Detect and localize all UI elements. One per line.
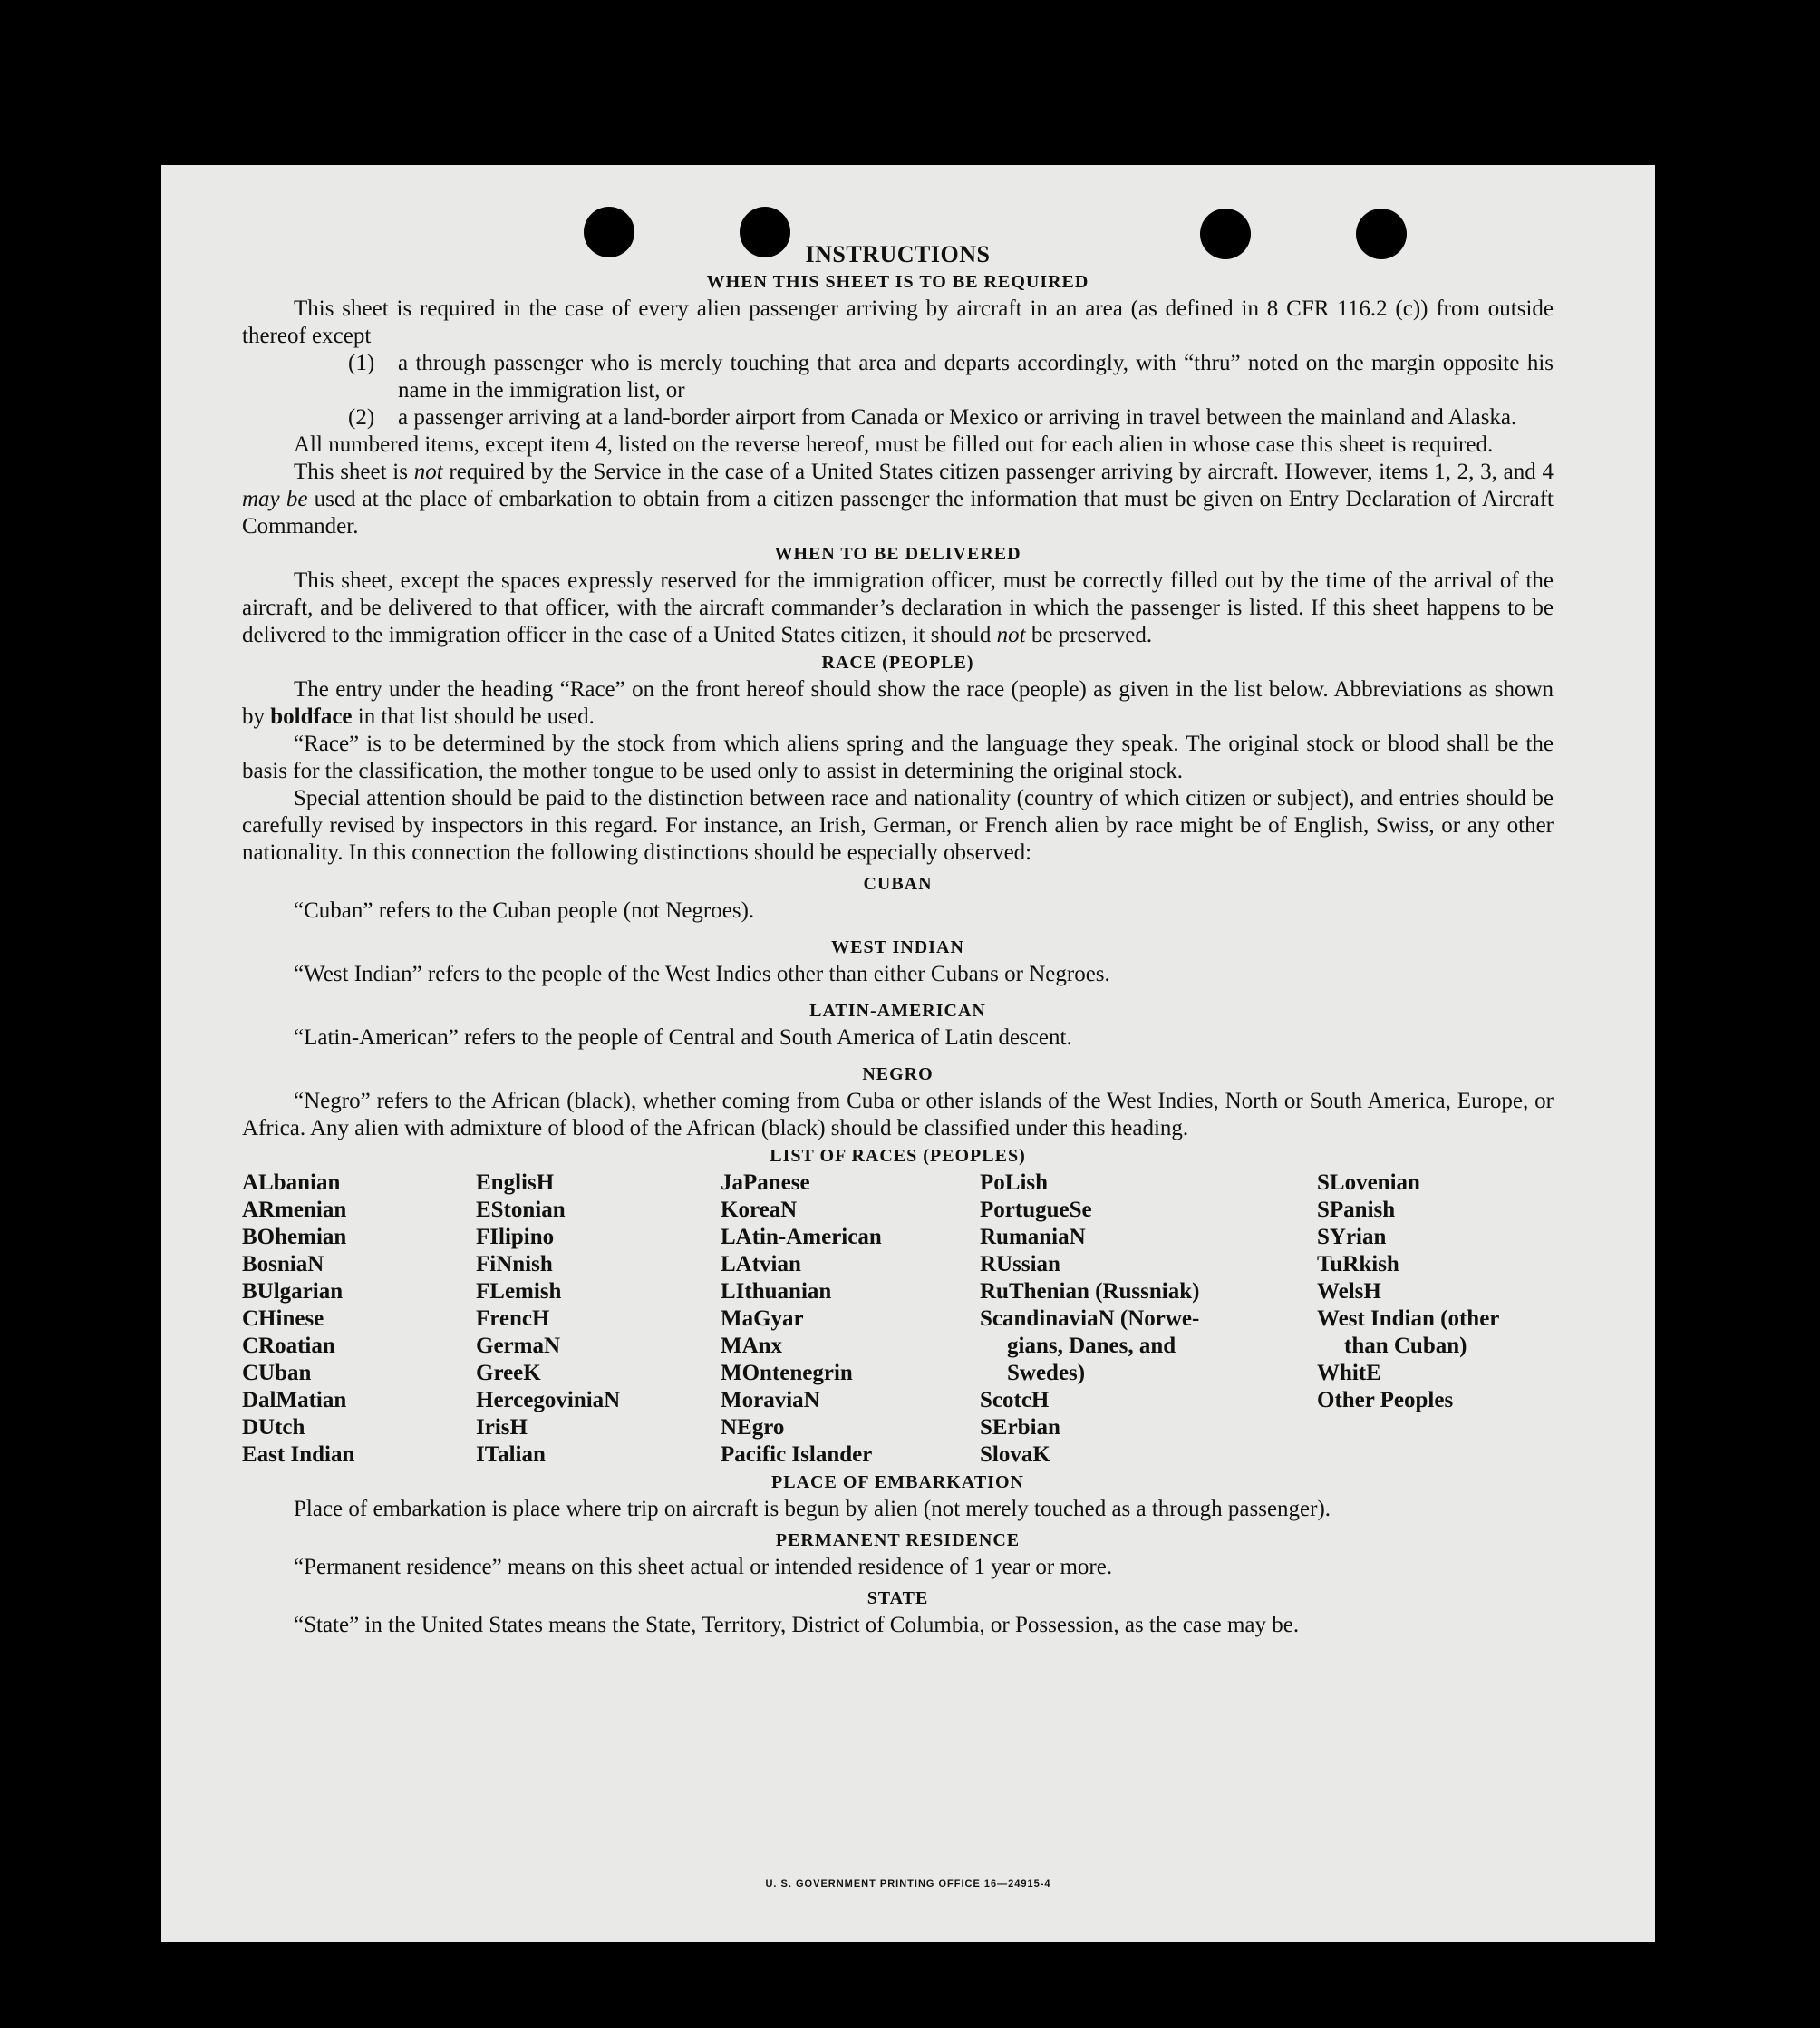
list-item: [348, 404, 1554, 432]
race-item: LAtin-American: [721, 1225, 882, 1249]
section-heading: WHEN THIS SHEET IS TO BE REQUIRED: [706, 272, 1089, 292]
race-item: ITalian: [476, 1442, 546, 1467]
paragraph: [242, 568, 1554, 649]
race-item: West Indian (other: [1317, 1306, 1500, 1331]
race-item: RUssian: [980, 1252, 1060, 1276]
race-item: SErbian: [980, 1415, 1060, 1440]
race-item: GermaN: [476, 1334, 561, 1358]
race-item: HercegoviniaN: [476, 1388, 621, 1412]
paragraph: All numbered items, except item 4, listed on the reverse hereof, must be filled out for each alien in whose case this sheet is required.: [294, 432, 1494, 457]
text-run: The entry under the heading “Race” on the front hereof should show the race (people) as given in the list below. Abbreviations as shown by: [242, 677, 1554, 729]
race-item: BosniaN: [242, 1252, 324, 1276]
section-heading: STATE: [866, 1588, 929, 1608]
race-item: PortugueSe: [980, 1198, 1092, 1222]
race-item: BOhemian: [242, 1225, 347, 1249]
text-run: This sheet is: [294, 460, 414, 484]
bold-text: boldface: [270, 704, 353, 729]
race-item: PoLish: [980, 1170, 1049, 1195]
race-item: LIthuanian: [721, 1279, 832, 1304]
race-item: CHinese: [242, 1306, 324, 1331]
italic-text: not: [996, 623, 1026, 647]
race-item: SYrian: [1317, 1225, 1387, 1249]
race-item: SPanish: [1317, 1198, 1396, 1222]
race-item-continued: Swedes): [1007, 1361, 1086, 1385]
section-heading: RACE (PEOPLE): [821, 653, 974, 673]
race-column: [1317, 1169, 1554, 1469]
race-item: GreeK: [476, 1361, 541, 1385]
race-item: MOntenegrin: [721, 1361, 853, 1385]
race-item-continued: gians, Danes, and: [1007, 1334, 1176, 1358]
paragraph: “West Indian” refers to the people of the West Indies other than either Cubans or Negroes.: [294, 962, 1110, 986]
paragraph: “State” in the United States means the State, Territory, District of Columbia, or Possession, as the case may be.: [294, 1613, 1300, 1637]
paragraph: “Cuban” refers to the Cuban people (not Negroes).: [294, 898, 755, 923]
race-item: DalMatian: [242, 1388, 347, 1412]
section-heading: LIST OF RACES (PEOPLES): [770, 1146, 1026, 1166]
race-item: DUtch: [242, 1415, 305, 1440]
text-run: used at the place of embarkation to obtain from a citizen passenger the information that must be given on Entry Declaration of Aircraft Commander.: [242, 487, 1554, 539]
text-run: required by the Service in the case of a United States citizen passenger arriving by aircraft. However, items 1, 2, 3, and 4: [442, 460, 1554, 484]
section-heading: WHEN TO BE DELIVERED: [774, 544, 1021, 564]
race-item: CRoatian: [242, 1334, 335, 1358]
race-item: IrisH: [476, 1415, 528, 1440]
race-item: RumaniaN: [980, 1225, 1086, 1249]
race-item: EStonian: [476, 1198, 566, 1222]
race-item: FrencH: [476, 1306, 550, 1331]
race-item: ScandinaviaN (Norwe-: [980, 1306, 1200, 1331]
paragraph: [242, 459, 1554, 540]
item-text: a through passenger who is merely touching that area and departs accordingly, with “thru” noted on the margin opposite his name in the immigration list, or: [398, 351, 1554, 403]
race-item: Other Peoples: [1317, 1388, 1454, 1412]
race-item: JaPanese: [721, 1170, 810, 1195]
text-run: in that list should be used.: [352, 704, 595, 729]
text-run: be preserved.: [1025, 623, 1153, 647]
race-item: ARmenian: [242, 1198, 347, 1222]
race-item: LAtvian: [721, 1252, 801, 1276]
race-column: [980, 1169, 1317, 1469]
race-item: TuRkish: [1317, 1252, 1399, 1276]
paragraph: “Permanent residence” means on this sheet actual or intended residence of 1 year or more.: [294, 1555, 1113, 1579]
section-heading: WEST INDIAN: [831, 937, 964, 957]
section-heading: PERMANENT RESIDENCE: [775, 1530, 1021, 1550]
race-item: FiNnish: [476, 1252, 553, 1276]
race-item: FLemish: [476, 1279, 562, 1304]
item-text: a passenger arriving at a land-border airport from Canada or Mexico or arriving in travel between the mainland and Alaska.: [398, 405, 1517, 430]
race-item: EnglisH: [476, 1170, 555, 1195]
paragraph: [242, 676, 1554, 731]
item-number: (2): [348, 405, 375, 430]
race-item: MoraviaN: [721, 1388, 820, 1412]
race-item: MaGyar: [721, 1306, 804, 1331]
paragraph: “Latin-American” refers to the people of Central and South America of Latin descent.: [294, 1025, 1072, 1050]
race-item: ALbanian: [242, 1170, 341, 1195]
race-item: SLovenian: [1317, 1170, 1420, 1195]
printer-imprint: U. S. GOVERNMENT PRINTING OFFICE 16—24915-4: [765, 1878, 1051, 1889]
race-item: Pacific Islander: [721, 1442, 873, 1467]
race-item: East Indian: [242, 1442, 355, 1467]
race-item: RuThenian (Russniak): [980, 1279, 1200, 1304]
race-item: FIlipino: [476, 1225, 555, 1249]
race-item: SlovaK: [980, 1442, 1050, 1467]
race-item: KoreaN: [721, 1198, 798, 1222]
text-run: This sheet, except the spaces expressly reserved for the immigration officer, must be correctly filled out by the time of the arrival of the aircraft, and be delivered to that officer, with the aircraft commander’s declaration in which the passenger is listed. If this sheet happens to be delivered to the immigration officer in the case of a United States citizen, it should: [242, 568, 1554, 647]
paragraph: “Negro” refers to the African (black), whether coming from Cuba or other islands of the West Indies, North or South America, Europe, or Africa. Any alien with admixture of blood of the African (black) should be classified under this heading.: [242, 1089, 1554, 1140]
instructions-content: [242, 241, 1554, 1639]
list-item: [348, 350, 1554, 404]
paragraph: “Race” is to be determined by the stock from which aliens spring and the language they speak. The original stock or blood shall be the basis for the classification, the mother tongue to be used only to assist in determining the original stock.: [242, 732, 1554, 783]
race-item-continued: than Cuban): [1344, 1334, 1467, 1358]
document-sheet: [161, 165, 1655, 1942]
races-list: [242, 1169, 1554, 1469]
paragraph: This sheet is required in the case of every alien passenger arriving by aircraft in an area (as defined in 8 CFR 116.2 (c)) from outside thereof except: [242, 296, 1554, 348]
race-item: NEgro: [721, 1415, 785, 1440]
paragraph: Special attention should be paid to the distinction between race and nationality (country of which citizen or subject), and entries should be carefully revised by inspectors in this regard. For instance, an Irish, German, or French alien by race might be of English, Swiss, or any other nationality. In this connection the following distinctions should be especially observed:: [242, 786, 1554, 865]
race-item: WhitE: [1317, 1361, 1381, 1385]
section-heading: PLACE OF EMBARKATION: [771, 1472, 1024, 1492]
italic-text: not: [413, 460, 443, 484]
race-column: [242, 1169, 476, 1469]
race-item: WelsH: [1317, 1279, 1381, 1304]
page-title: INSTRUCTIONS: [805, 241, 991, 267]
item-number: (1): [348, 351, 375, 375]
section-heading: NEGRO: [862, 1064, 934, 1084]
race-column: [476, 1169, 721, 1469]
italic-text: may be: [242, 487, 308, 511]
paragraph: Place of embarkation is place where trip on aircraft is begun by alien (not merely touched as a through passenger).: [294, 1497, 1331, 1521]
race-column: [721, 1169, 980, 1469]
race-item: ScotcH: [980, 1388, 1050, 1412]
race-item: CUban: [242, 1361, 312, 1385]
race-item: MAnx: [721, 1334, 783, 1358]
race-item: BUlgarian: [242, 1279, 344, 1304]
section-heading: LATIN-AMERICAN: [809, 1001, 986, 1021]
section-heading: CUBAN: [863, 874, 933, 894]
